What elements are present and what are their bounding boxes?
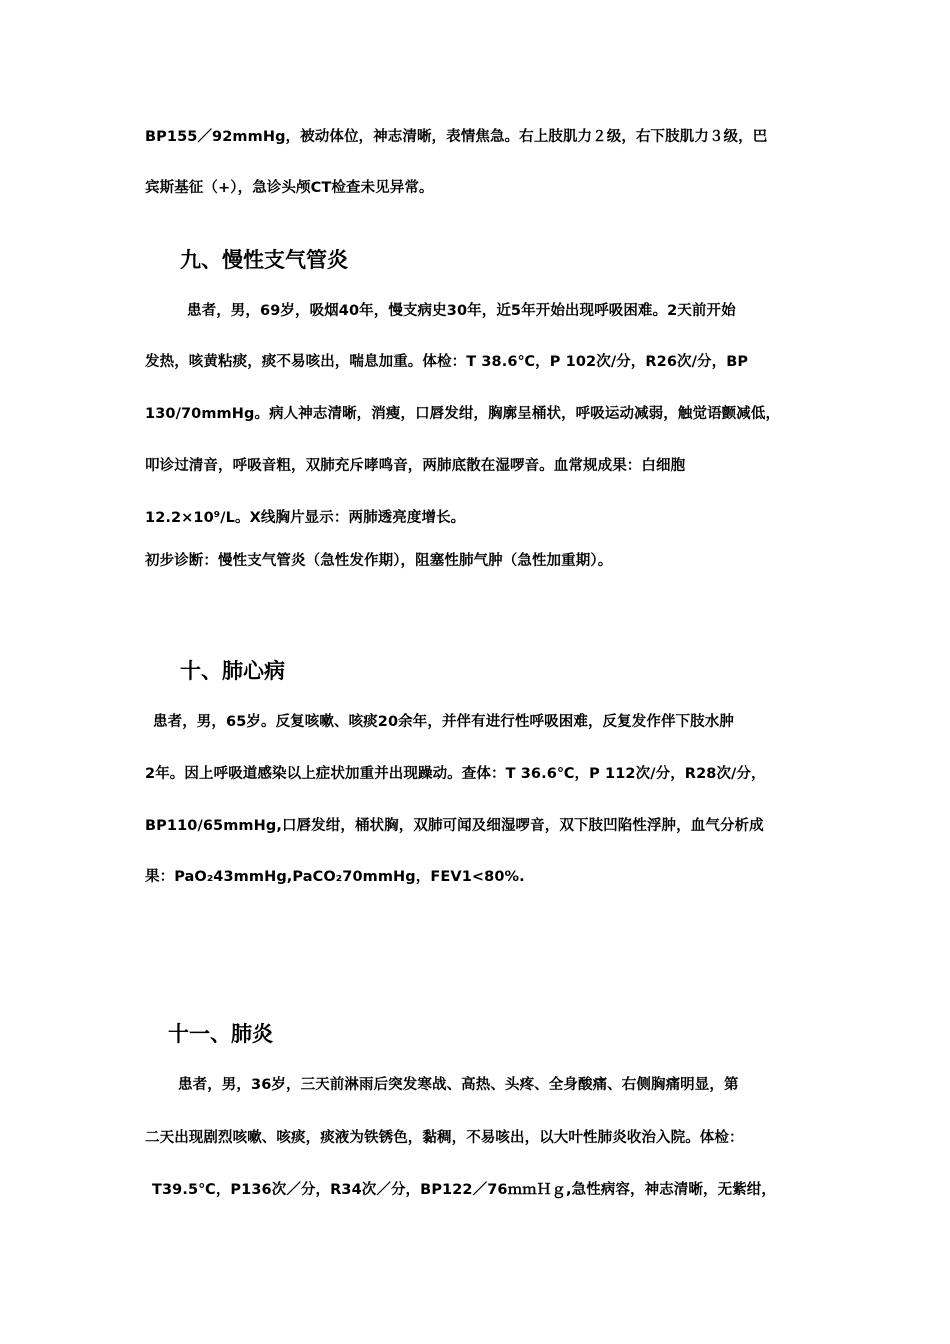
section9-line-3: 130/70mmHg。病人神志清晰，消瘦，口唇发绀，胸廓呈桶状，呼吸运动减弱，触觉语颤减低， xyxy=(145,406,781,422)
section10-line-2: 2年。因上呼吸道感染以上症状加重并出现躁动。查体：T 36.6℃，P 112次/分，R28次/分， xyxy=(145,766,766,782)
section-heading-cor-pulmonale: 十、肺心病 xyxy=(180,659,285,683)
section9-diagnosis: 初步诊断：慢性支气管炎（急性发作期），阻塞性肺气肿（急性加重期）。 xyxy=(145,553,613,569)
section9-line-1: 患者，男，69岁，吸烟40年，慢支病史30年，近5年开始出现呼吸困难。2天前开始 xyxy=(187,303,736,319)
section11-line-1: 患者，男，36岁，三天前淋雨后突发寒战、高热、头疼、全身酸痛、右侧胸痛明显，第 xyxy=(178,1077,739,1093)
continuation-line-1: BP155／92mmHg，被动体位，神志清晰，表情焦急。右上肢肌力２级，右下肢肌力３级，巴 xyxy=(145,129,768,145)
section11-line-2: 二天出现剧烈咳嗽、咳痰，痰液为铁锈色，黏稠，不易咳出，以大叶性肺炎收治入院。体检： xyxy=(145,1130,744,1146)
section10-line-4: 果：PaO₂43mmHg,PaCO₂70mmHg，FEV1<80%. xyxy=(145,869,525,885)
section9-line-4: 叩诊过清音，呼吸音粗，双肺充斥哮鸣音，两肺底散在湿啰音。血常规成果：白细胞 xyxy=(145,458,686,474)
section-heading-pneumonia: 十一、肺炎 xyxy=(168,1022,273,1046)
section11-line-3: T39.5℃，P136次／分，R34次／分，BP122／76ｍｍＨｇ,急性病容，神志清晰，无紫绀， xyxy=(152,1182,776,1198)
section9-line-5: 12.2×10⁹/L。X线胸片显示：两肺透亮度增长。 xyxy=(145,510,466,526)
section-heading-chronic-bronchitis: 九、慢性支气管炎 xyxy=(180,248,348,272)
section9-line-2: 发热，咳黄粘痰，痰不易咳出，喘息加重。体检：T 38.6℃，P 102次/分，R26次/分，BP xyxy=(145,354,749,370)
section10-line-3: BP110/65mmHg,口唇发绀，桶状胸，双肺可闻及细湿啰音，双下肢凹陷性浮肿，血气分析成 xyxy=(145,818,764,834)
section10-line-1: 患者，男，65岁。反复咳嗽、咳痰20余年，并伴有进行性呼吸困难，反复发作伴下肢水肿 xyxy=(153,714,734,730)
continuation-line-2: 宾斯基征（+），急诊头颅CT检查未见异常。 xyxy=(145,180,434,196)
